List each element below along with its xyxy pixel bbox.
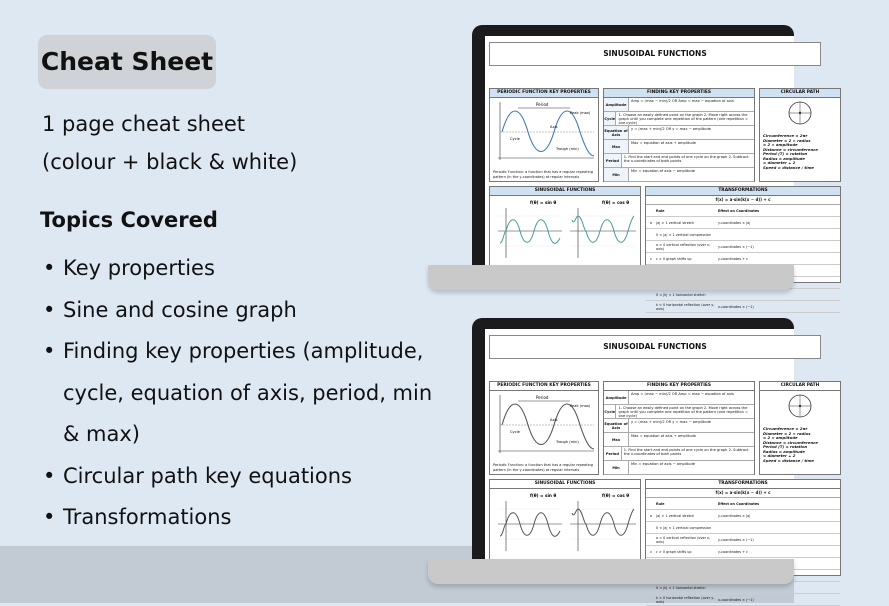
periodic-note: Periodic Function: a function that has a regular repeating pattern (in the y-coordinates) at regular intervals xyxy=(493,463,593,472)
block-title: SINUSOIDAL FUNCTIONS xyxy=(490,187,640,196)
finding-row-label: Max xyxy=(604,140,629,153)
svg-text:Trough (min): Trough (min) xyxy=(556,147,579,151)
sin-cos-graphs xyxy=(490,489,640,569)
circular-formula: = diameter ÷ 2 xyxy=(763,453,796,458)
finding-row-text: 1. Find the start and end points of one cycle on the graph 2. Subtract the x-coordinates of both points xyxy=(623,155,749,164)
finding-row-label: Equation of Axis xyxy=(604,419,629,432)
periodic-note: Periodic Function: a function that has a regular repeating pattern (in the y-coordinates) at regular intervals xyxy=(493,170,593,179)
finding-row-text: Amp = (max − min)/2 OR Amp = max − equation of axis xyxy=(631,392,734,396)
finding-row xyxy=(604,98,754,112)
finding-row-label: Cycle xyxy=(604,112,616,125)
transform-formula: f(x) = a·sin(k(x − d)) + c xyxy=(646,489,840,498)
svg-text:Peak (max): Peak (max) xyxy=(570,111,591,115)
finding-row xyxy=(604,126,754,140)
topic-item: • Finding key properties (amplitude, cycle, equation of axis, period, min & max) xyxy=(43,339,433,446)
circular-formula: Diameter = 2 × radius xyxy=(763,430,811,436)
finding-row xyxy=(604,168,754,182)
svg-text:Axis: Axis xyxy=(550,418,558,422)
topics-list xyxy=(40,248,432,539)
description-line-1: 1 page cheat sheet xyxy=(42,112,246,136)
finding-row xyxy=(604,419,754,433)
transform-row: 0 < |a| < 1 vertical compression xyxy=(646,229,840,241)
topic-item: • Circular path key equations xyxy=(43,463,352,488)
topic-item: • Sine and cosine graph xyxy=(43,297,297,322)
svg-text:f(θ) = sin θ: f(θ) = sin θ xyxy=(530,200,557,205)
transform-row: a < 0 vertical reflection (over x-axis) y-coordinates × (−1) xyxy=(646,534,840,546)
circular-path-block xyxy=(759,381,841,475)
finding-row-text: Max = equation of axis + amplitude xyxy=(631,141,696,145)
cheat-sheet-preview-colour xyxy=(485,36,820,311)
finding-row-label: Amplitude xyxy=(604,391,629,404)
laptop-bw-preview xyxy=(472,318,820,604)
svg-text:Period: Period xyxy=(536,395,549,400)
finding-row-label: Max xyxy=(604,433,629,446)
circular-formula: = diameter ÷ 2 xyxy=(763,160,796,165)
circle-diagram xyxy=(760,98,820,128)
block-title: CIRCULAR PATH xyxy=(760,382,840,391)
laptop-colour-preview xyxy=(472,25,820,311)
transform-row: a |a| > 1 vertical stretch y-coordinates × |a| xyxy=(646,217,840,229)
periodic-graph xyxy=(490,98,598,164)
laptop-screen-bezel xyxy=(472,25,820,311)
circular-formula: Radius = amplitude xyxy=(763,448,805,454)
transform-row: k < 0 horizontal reflection (over y-axis) x-coordinates × (−1) xyxy=(646,301,840,313)
sheet-header: SINUSOIDAL FUNCTIONS xyxy=(489,335,821,359)
svg-text:Cycle: Cycle xyxy=(510,137,520,141)
finding-row xyxy=(604,112,754,126)
finding-row xyxy=(604,391,754,405)
block-title: FINDING KEY PROPERTIES xyxy=(604,382,754,391)
topics-heading: Topics Covered xyxy=(40,208,218,232)
finding-row xyxy=(604,405,754,419)
finding-row-text: Min = equation of axis − amplitude xyxy=(631,169,695,173)
svg-text:Period: Period xyxy=(536,102,549,107)
svg-text:f(θ) = cos θ: f(θ) = cos θ xyxy=(602,493,630,498)
svg-text:Cycle: Cycle xyxy=(510,430,520,434)
svg-text:f(θ) = cos θ: f(θ) = cos θ xyxy=(602,200,630,205)
svg-text:Axis: Axis xyxy=(550,125,558,129)
finding-row-label: Cycle xyxy=(604,405,616,418)
finding-row-label: Period xyxy=(604,447,622,460)
block-title: PERIODIC FUNCTION KEY PROPERTIES xyxy=(490,89,598,98)
finding-row-text: Max = equation of axis + amplitude xyxy=(631,434,696,438)
transform-row: a < 0 vertical reflection (over x-axis) y-coordinates × (−1) xyxy=(646,241,840,253)
svg-text:Trough (min): Trough (min) xyxy=(556,440,579,444)
circular-formula: Circumference = 2πr xyxy=(763,426,808,431)
block-title: CIRCULAR PATH xyxy=(760,89,840,98)
finding-row-label: Amplitude xyxy=(604,98,629,111)
finding-row xyxy=(604,433,754,447)
finding-row xyxy=(604,447,754,461)
periodic-properties-block xyxy=(489,381,599,475)
page-title: Cheat Sheet xyxy=(38,35,216,89)
transformations-block: TRANSFORMATIONS f(x) = a·sin(k(x − d)) + c Rule Effect on Coordinates a |a| > 1 vertical stretch y-coordinates × |a| 0 < |a| < 1 vertical compression a < 0 vertical reflection (over x-axis) y-coordinates × (−1) c c > 0 graph shifts up y-coordinates + c 0 < |k| < 1 horizontal stretch k < 0 horizontal reflection (over y-axis) x-coordinates × (−1) xyxy=(645,479,841,576)
finding-properties-block xyxy=(603,88,755,182)
finding-row-label: Min xyxy=(604,168,629,181)
circular-formula: Speed = distance / time xyxy=(763,164,815,170)
transform-row: c c > 0 graph shifts up y-coordinates + c xyxy=(646,546,840,558)
finding-row-text: Amp = (max − min)/2 OR Amp = max − equation of axis xyxy=(631,99,734,103)
periodic-graph xyxy=(490,391,598,457)
circular-formula: = 2 × amplitude xyxy=(763,142,798,147)
laptop-screen-bezel xyxy=(472,318,820,604)
block-title: FINDING KEY PROPERTIES xyxy=(604,89,754,98)
finding-row-label: Period xyxy=(604,154,622,167)
transform-row: 0 < |k| < 1 horizontal stretch xyxy=(646,582,840,594)
block-title: PERIODIC FUNCTION KEY PROPERTIES xyxy=(490,382,598,391)
finding-properties-block xyxy=(603,381,755,475)
transform-row: a |a| > 1 vertical stretch y-coordinates × |a| xyxy=(646,510,840,522)
transform-formula: f(x) = a·sin(k(x − d)) + c xyxy=(646,196,840,205)
block-title: TRANSFORMATIONS xyxy=(646,480,840,489)
transform-row: k < 0 horizontal reflection (over y-axis) x-coordinates × (−1) xyxy=(646,594,840,606)
circular-formula: Radius = amplitude xyxy=(763,155,805,161)
circular-formula: Distance = circumference xyxy=(763,439,818,445)
sheet-header: SINUSOIDAL FUNCTIONS xyxy=(489,42,821,66)
topic-item: • Transformations xyxy=(43,505,232,529)
laptop-base xyxy=(428,559,794,584)
finding-row-text: y = (max + min)/2 OR y = max − amplitude xyxy=(631,127,711,131)
block-title: SINUSOIDAL FUNCTIONS xyxy=(490,480,640,489)
svg-text:Peak (max): Peak (max) xyxy=(570,404,591,408)
finding-row-text: Min = equation of axis − amplitude xyxy=(631,462,695,466)
svg-text:f(θ) = sin θ: f(θ) = sin θ xyxy=(530,493,557,498)
finding-row-text: 1. Find the start and end points of one cycle on the graph 2. Subtract the x-coordinates of both points xyxy=(623,448,749,457)
circular-formula: Period (T) = rotation xyxy=(763,444,808,449)
description-line-2: (colour + black & white) xyxy=(42,150,298,174)
finding-row-text: y = (max + min)/2 OR y = max − amplitude xyxy=(631,420,711,424)
finding-row-text: 1. Choose an easily defined point on the graph 2. Move right across the graph until you complete one repetition of the pattern (one repetition = one cycle) xyxy=(618,113,749,126)
finding-row-text: 1. Choose an easily defined point on the graph 2. Move right across the graph until you complete one repetition of the pattern (one repetition = one cycle) xyxy=(618,406,749,419)
transformations-block: TRANSFORMATIONS f(x) = a·sin(k(x − d)) + c Rule Effect on Coordinates a |a| > 1 vertical stretch y-coordinates × |a| 0 < |a| < 1 vertical compression a < 0 vertical reflection (over x-axis) y-coordinates × (−1) c c > 0 graph shifts up y-coordinates + c 0 < |k| < 1 horizontal stretch k < 0 horizontal reflection (over y-axis) x-coordinates × (−1) xyxy=(645,186,841,283)
circular-formula: Speed = distance / time xyxy=(763,457,815,463)
circular-formula: Circumference = 2πr xyxy=(763,133,808,138)
topic-item: • Key properties xyxy=(43,256,215,280)
finding-row xyxy=(604,154,754,168)
circular-formula: = 2 × amplitude xyxy=(763,435,798,440)
circular-path-block xyxy=(759,88,841,182)
circle-diagram xyxy=(760,391,820,421)
finding-row xyxy=(604,461,754,475)
transform-row: c c > 0 graph shifts up y-coordinates + c xyxy=(646,253,840,265)
finding-row xyxy=(604,140,754,154)
circular-formula: Distance = circumference xyxy=(763,146,818,152)
laptop-base xyxy=(428,265,794,290)
sinusoidal-graphs-block xyxy=(489,479,641,571)
cheat-sheet-preview-bw xyxy=(485,329,820,604)
circular-formula: Diameter = 2 × radius xyxy=(763,137,811,143)
transform-row: 0 < |a| < 1 vertical compression xyxy=(646,522,840,534)
sin-cos-graphs xyxy=(490,196,640,276)
block-title: TRANSFORMATIONS xyxy=(646,187,840,196)
finding-row-label: Min xyxy=(604,461,629,474)
periodic-properties-block xyxy=(489,88,599,182)
finding-row-label: Equation of Axis xyxy=(604,126,629,139)
transform-row: 0 < |k| < 1 horizontal stretch xyxy=(646,289,840,301)
circular-formula: Period (T) = rotation xyxy=(763,151,808,156)
